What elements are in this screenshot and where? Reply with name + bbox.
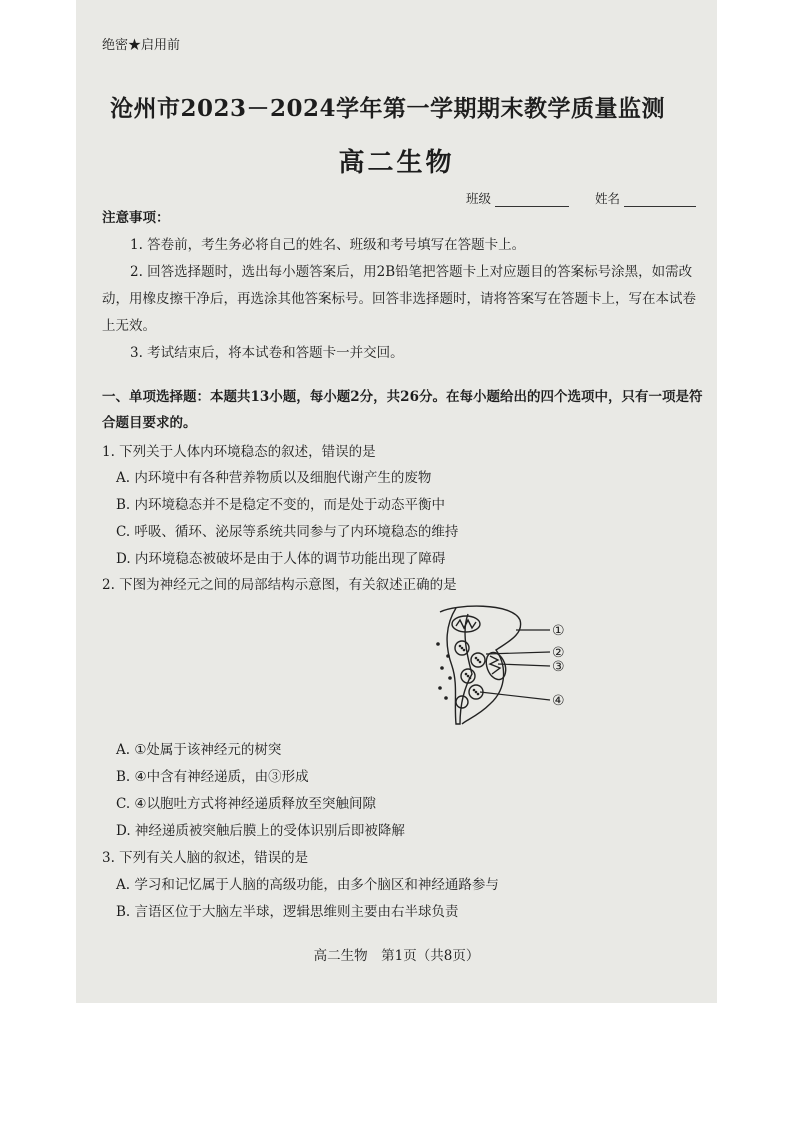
- note-item: 1. 答卷前，考生务必将自己的姓名、班级和考号填写在答题卡上。: [130, 237, 526, 253]
- presynaptic-membrane: [447, 608, 472, 724]
- question-3-option-b: B. 言语区位于大脑左半球，逻辑思维则主要由右半球负责: [116, 904, 459, 920]
- question-2-stem: 2. 下图为神经元之间的局部结构示意图，有关叙述正确的是: [102, 577, 457, 593]
- question-1-option-c: C. 呼吸、循环、泌尿等系统共同参与了内环境稳态的维持: [116, 524, 459, 540]
- exam-page: [76, 0, 717, 1003]
- class-label: 班级: [466, 191, 492, 206]
- question-1-option-b: B. 内环境稳态并不是稳定不变的，而是处于动态平衡中: [116, 497, 446, 513]
- question-1-option-d: D. 内环境稳态被破坏是由于人体的调节功能出现了障碍: [116, 551, 446, 567]
- class-blank: [495, 194, 569, 207]
- name-label: 姓名: [594, 191, 620, 206]
- student-info-line: [466, 189, 696, 207]
- question-2-option-a: A. ①处属于该神经元的树突: [116, 742, 282, 758]
- synapse-diagram: [416, 604, 596, 730]
- exam-title: 沧州市2023－2024学年第一学期期末教学质量监测: [110, 95, 666, 122]
- question-2-option-b: B. ④中含有神经递质，由③形成: [116, 769, 309, 785]
- note-item: 3. 考试结束后，将本试卷和答题卡一并交回。: [130, 345, 404, 361]
- question-1-stem: 1. 下列关于人体内环境稳态的叙述，错误的是: [102, 444, 376, 460]
- question-3-option-a: A. 学习和记忆属于人脑的高级功能，由多个脑区和神经通路参与: [116, 877, 499, 893]
- diagram-label-3: ③: [552, 659, 565, 675]
- name-blank: [624, 194, 696, 207]
- notes-heading: 注意事项：: [102, 210, 170, 226]
- note-item: 2. 回答选择题时，选出每小题答案后，用2B铅笔把答题卡上对应题目的答案标号涂黑，如需改动，用橡皮擦干净后，再选涂其他答案标号。回答非选择题时，请将答案写在答题卡上，写在本试卷上无效。: [102, 264, 696, 334]
- question-2-option-c: C. ④以胞吐方式将神经递质释放至突触间隙: [116, 796, 377, 812]
- diagram-label-4: ④: [552, 693, 565, 709]
- question-1-option-a: A. 内环境中有各种营养物质以及细胞代谢产生的废物: [116, 470, 432, 486]
- page-footer: 高二生物 第1页（共8页）: [313, 948, 480, 964]
- diagram-label-2: ②: [552, 645, 565, 661]
- diagram-label-1: ①: [552, 623, 565, 639]
- section-heading: 一、单项选择题：本题共13小题，每小题2分，共26分。在每小题给出的四个选项中，只有一项是符合题目要求的。: [102, 389, 703, 431]
- subject-title: 高二生物: [338, 148, 455, 178]
- question-2-option-d: D. 神经递质被突触后膜上的受体识别后即被降解: [116, 823, 405, 839]
- question-3-stem: 3. 下列有关人脑的叙述，错误的是: [102, 850, 309, 866]
- confidential-label: 绝密★启用前: [102, 38, 181, 53]
